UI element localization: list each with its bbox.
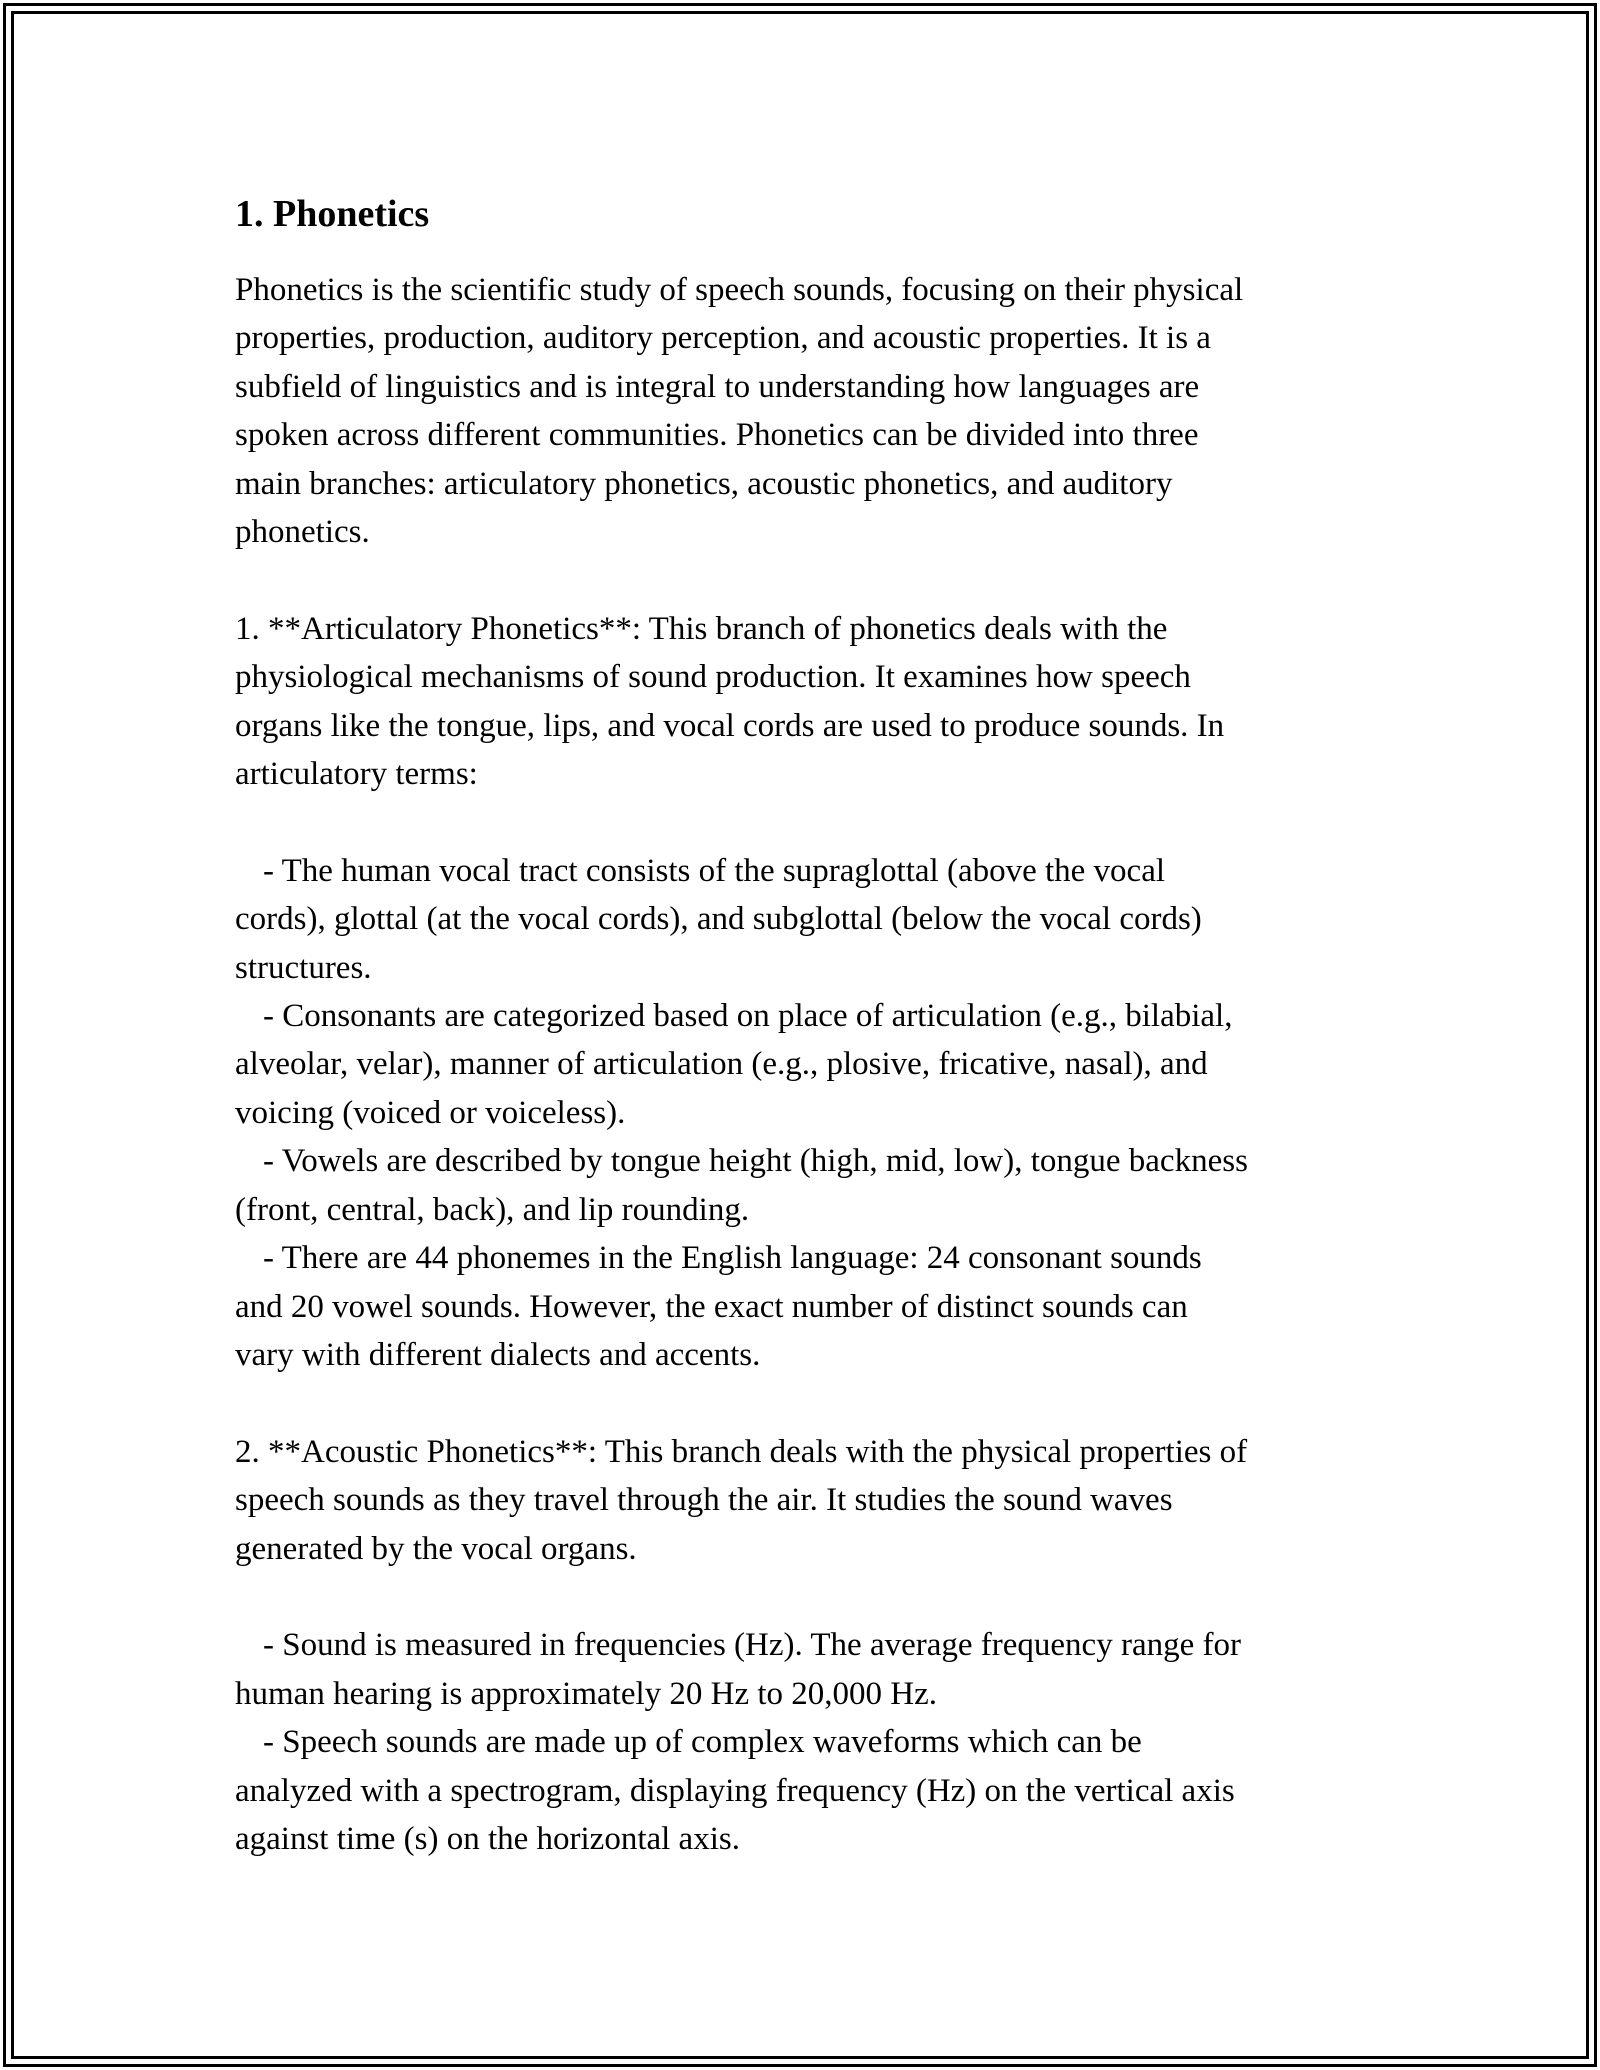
bullet-text: - The human vocal tract consists of the supraglottal (above the vocal cords), glottal (at the vocal cords), and subglottal (below the vocal cords) structures. bbox=[235, 852, 1202, 986]
paragraph-gap bbox=[235, 1573, 1375, 1621]
articulatory-bullet-vowels bbox=[235, 1137, 1375, 1234]
articulatory-bullet-consonants bbox=[235, 992, 1375, 1137]
acoustic-bullet-spectrogram bbox=[235, 1718, 1375, 1863]
articulatory-bullet-vocal-tract bbox=[235, 847, 1375, 992]
acoustic-intro-paragraph: 2. **Acoustic Phonetics**: This branch deals with the physical properties of speech sounds as they travel through the air. It studies the sound waves generated by the vocal organs. bbox=[235, 1433, 1248, 1567]
bullet-text: - There are 44 phonemes in the English language: 24 consonant sounds and 20 vowel sounds. However, the exact number of distinct sounds can vary with different dialects and accents. bbox=[235, 1240, 1202, 1373]
section-heading: 1. Phonetics bbox=[235, 193, 430, 235]
intro-paragraph: Phonetics is the scientific study of speech sounds, focusing on their physical properties, production, auditory perception, and acoustic properties. It is a subfield of linguistics and is integral to understanding how languages are spoken across different communities. Phonetics can be divided into three main branches: articulatory phonetics, acoustic phonetics, and auditory phonetics. bbox=[235, 272, 1244, 551]
bullet-text: - Consonants are categorized based on place of articulation (e.g., bilabial, alveolar, velar), manner of articulation (e.g., plosive, fricative, nasal), and voicing (voiced or voiceless). bbox=[235, 998, 1233, 1131]
paragraph-gap bbox=[235, 798, 1375, 846]
paragraph-gap bbox=[235, 556, 1375, 604]
bullet-text: - Speech sounds are made up of complex waveforms which can be analyzed with a spectrogram, displaying frequency (Hz) on the vertical axis against time (s) on the horizontal axis. bbox=[235, 1724, 1235, 1857]
document-body bbox=[235, 188, 1375, 1863]
bullet-text: - Sound is measured in frequencies (Hz). The average frequency range for human hearing is approximately 20 Hz to 20,000 Hz. bbox=[235, 1627, 1241, 1712]
acoustic-bullet-frequency bbox=[235, 1621, 1375, 1718]
paragraph-gap bbox=[235, 1379, 1375, 1427]
bullet-text: - Vowels are described by tongue height (high, mid, low), tongue backness (front, central, back), and lip rounding. bbox=[235, 1143, 1248, 1228]
articulatory-bullet-phonemes bbox=[235, 1234, 1375, 1379]
articulatory-intro-paragraph: 1. **Articulatory Phonetics**: This branch of phonetics deals with the physiological mechanisms of sound production. It examines how speech organs like the tongue, lips, and vocal cords are used to produce sounds. In articulatory terms: bbox=[235, 610, 1225, 793]
